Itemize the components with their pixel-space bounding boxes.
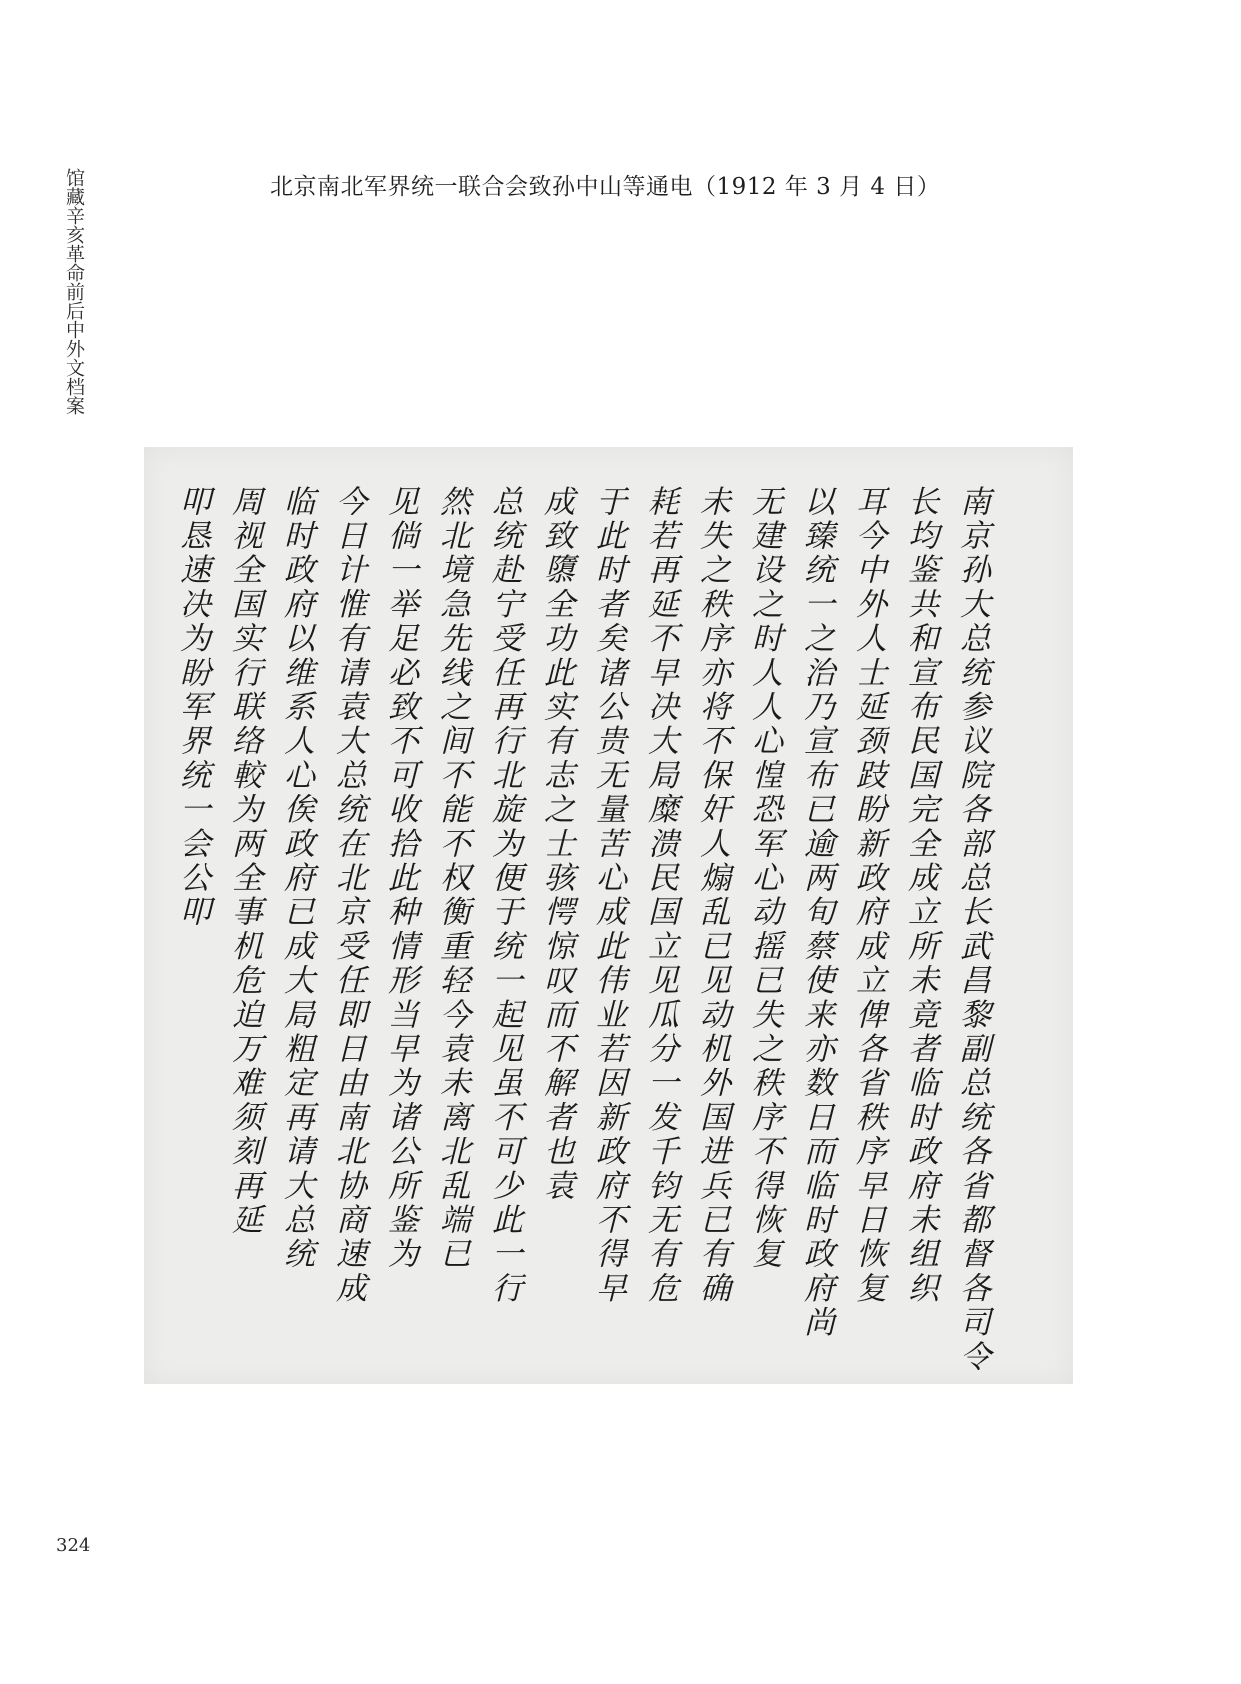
manuscript-column: 见倘一举足必致不可收拾此种情形当早为诸公所鉴为 xyxy=(382,485,418,1272)
book-series-label: 馆藏辛亥革命前后中外文档案 xyxy=(63,168,85,415)
manuscript-column: 今日计惟有请袁大总统在北京受任即日由南北协商速成 xyxy=(330,485,366,1306)
manuscript-column: 南京孙大总统参议院各部总长武昌黎副总统各省都督各司令 xyxy=(954,485,990,1375)
manuscript-columns xyxy=(173,485,991,1375)
manuscript-column: 周视全国实行联络較为两全事机危迫万难须刻再延 xyxy=(226,485,262,1238)
manuscript-column: 于此时者矣诸公贵无量苦心成此伟业若因新政府不得早 xyxy=(590,485,626,1306)
manuscript-scan xyxy=(144,447,1073,1384)
manuscript-column: 以臻统一之治乃宣布已逾两旬蔡使来亦数日而临时政府尚 xyxy=(798,485,834,1340)
manuscript-column: 成致隳全功此实有志之士骇愕惊叹而不解者也袁 xyxy=(538,485,574,1204)
manuscript-column: 总统赴宁受任再行北旋为便于统一起见虽不可少此一行 xyxy=(486,485,522,1306)
manuscript-column: 叩恳速决为盼军界统一会公叩 xyxy=(174,485,210,930)
page-number: 324 xyxy=(56,1535,91,1556)
manuscript-column: 无建设之时人人心惶恐军心动摇已失之秩序不得恢复 xyxy=(746,485,782,1272)
manuscript-column: 长均鉴共和宣布民国完全成立所未竟者临时政府未组织 xyxy=(902,485,938,1306)
document-title: 北京南北军界统一联合会致孙中山等通电（1912 年 3 月 4 日） xyxy=(270,174,941,200)
manuscript-column: 未失之秩序亦将不保奸人煽乱已见动机外国进兵已有确 xyxy=(694,485,730,1306)
manuscript-column: 耳今中外人士延颈跂盼新政府成立俾各省秩序早日恢复 xyxy=(850,485,886,1306)
manuscript-column: 耗若再延不早决大局糜溃民国立见瓜分一发千钧无有危 xyxy=(642,485,678,1306)
manuscript-column: 然北境急先线之间不能不权衡重轻今袁未离北乱端已 xyxy=(434,485,470,1272)
manuscript-column: 临时政府以维系人心俟政府已成大局粗定再请大总统 xyxy=(278,485,314,1272)
